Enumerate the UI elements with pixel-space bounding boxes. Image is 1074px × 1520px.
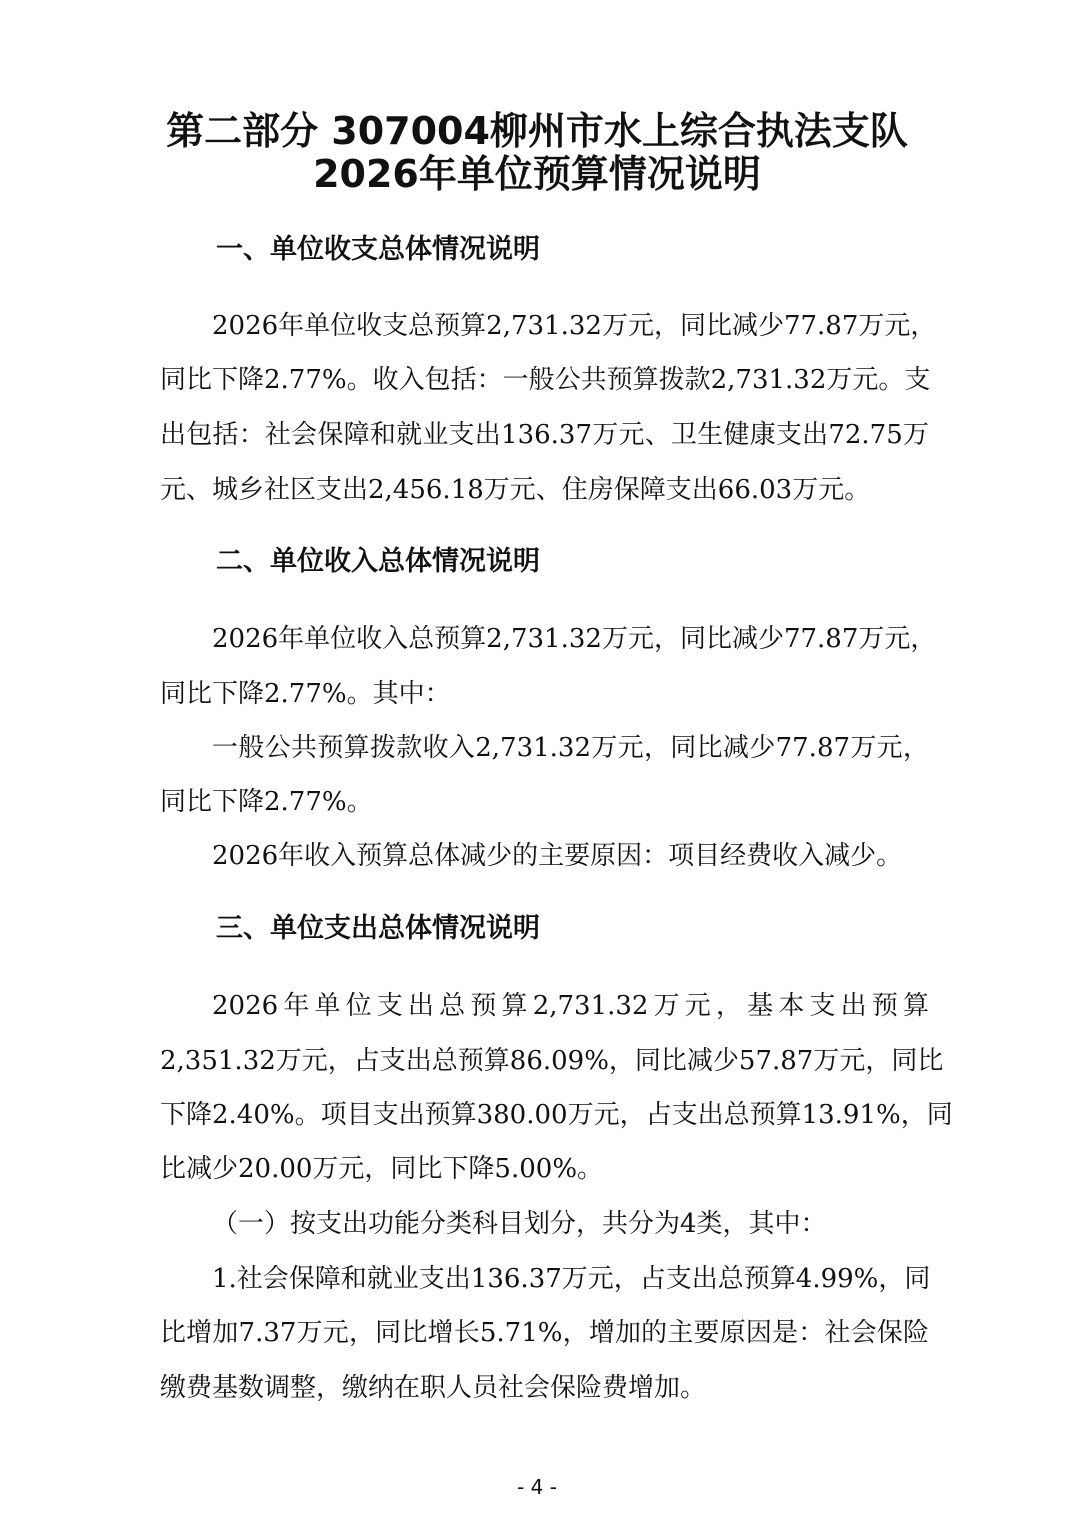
section-2-heading: 二、单位收入总体情况说明	[216, 546, 540, 577]
document-title-line-1: 第二部分 307004柳州市水上综合执法支队	[166, 109, 908, 153]
section-1-line-2: 同比下降2.77%。收入包括：一般公共预算拨款2,731.32万元。支	[160, 365, 931, 395]
section-2-line-1: 2026年单位收入总预算2,731.32万元，同比减少77.87万元，	[212, 624, 937, 654]
section-3-heading: 三、单位支出总体情况说明	[216, 913, 540, 944]
section-3-line-1: 2026年单位支出总预算2,731.32万元，基本支出预算	[212, 991, 929, 1021]
section-3-line-8: 缴费基数调整，缴纳在职人员社会保险费增加。	[160, 1373, 707, 1403]
section-3-line-5: （一）按支出功能分类科目划分，共分为4类，其中：	[212, 1209, 827, 1239]
page-number: - 4 -	[517, 1475, 557, 1499]
section-1-line-1: 2026年单位收支总预算2,731.32万元，同比减少77.87万元，	[212, 311, 937, 341]
section-1-line-4: 元、城乡社区支出2,456.18万元、住房保障支出66.03万元。	[160, 475, 871, 505]
section-3-line-6: 1.社会保障和就业支出136.37万元，占支出总预算4.99%，同	[212, 1264, 931, 1294]
document-title-line-2: 2026年单位预算情况说明	[313, 152, 761, 196]
section-3-line-2: 2,351.32万元，占支出总预算86.09%，同比减少57.87万元，同比	[160, 1046, 944, 1076]
section-1-heading: 一、单位收支总体情况说明	[216, 234, 540, 265]
section-3-line-3: 下降2.40%。项目支出预算380.00万元，占支出总预算13.91%，同	[160, 1100, 953, 1130]
section-2-line-2: 同比下降2.77%。其中：	[160, 679, 451, 709]
section-2-line-5: 2026年收入预算总体减少的主要原因：项目经费收入减少。	[212, 841, 903, 871]
section-2-line-4: 同比下降2.77%。	[160, 787, 373, 817]
section-3-line-7: 比增加7.37万元，同比增长5.71%，增加的主要原因是：社会保险	[160, 1318, 929, 1348]
section-1-line-3: 出包括：社会保障和就业支出136.37万元、卫生健康支出72.75万	[160, 420, 929, 450]
section-3-line-4: 比减少20.00万元，同比下降5.00%。	[160, 1154, 604, 1184]
section-2-line-3: 一般公共预算拨款收入2,731.32万元，同比减少77.87万元，	[212, 733, 929, 763]
